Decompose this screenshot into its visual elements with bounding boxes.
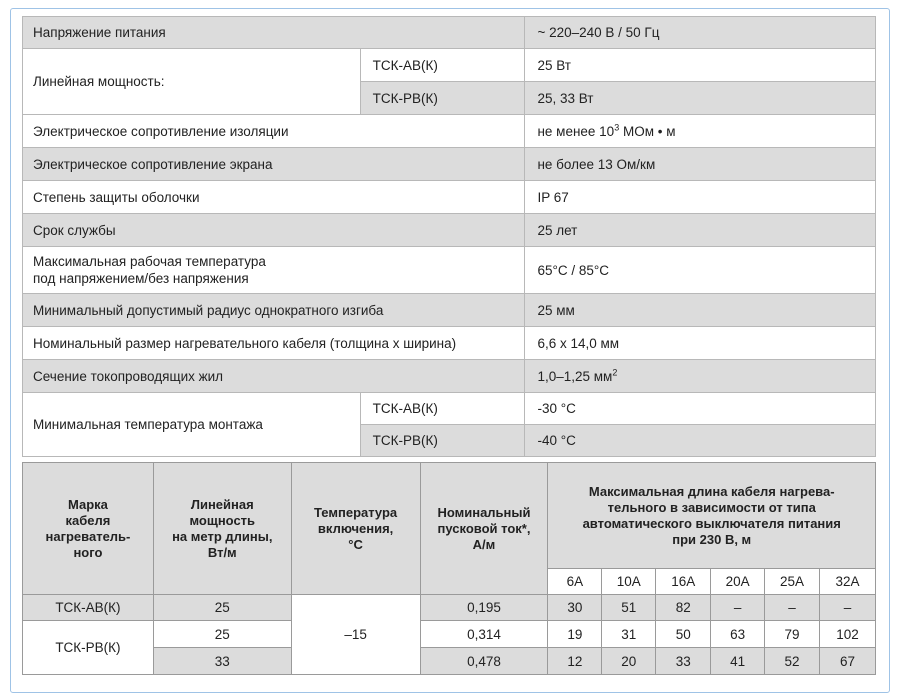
- spec-row-bend-radius: [23, 294, 876, 327]
- spec-value: IP 67: [525, 181, 876, 214]
- table-row: [23, 621, 876, 648]
- spec-row-conductor: [23, 360, 876, 393]
- cell-power: 33: [153, 648, 291, 675]
- cell-length: 30: [548, 595, 602, 621]
- cell-length: 41: [711, 648, 765, 675]
- spec-model: ТСК-АВ(К): [360, 393, 525, 425]
- breaker-32a: 32А: [820, 569, 876, 595]
- spec-label: Линейная мощность:: [23, 49, 361, 115]
- spec-value: не менее $10^3$ МОм • м: [525, 115, 876, 148]
- cell-length: 33: [656, 648, 711, 675]
- cell-length: 67: [820, 648, 876, 675]
- spec-model: ТСК-РВ(К): [360, 425, 525, 457]
- spec-row-insulation: [23, 115, 876, 148]
- cell-brand: ТСК-РВ(К): [23, 621, 154, 675]
- spec-row-cable-size: [23, 327, 876, 360]
- cell-current: 0,314: [420, 621, 548, 648]
- spec-row-service-life: [23, 214, 876, 247]
- breaker-16a: 16А: [656, 569, 711, 595]
- spec-label: Сечение токопроводящих жил: [23, 360, 525, 393]
- cell-length: 52: [765, 648, 820, 675]
- spec-model: ТСК-АВ(К): [360, 49, 525, 82]
- breaker-25a: 25А: [765, 569, 820, 595]
- spec-row-shield: [23, 148, 876, 181]
- spec-value: 25 мм: [525, 294, 876, 327]
- spec-label: Напряжение питания: [23, 17, 525, 49]
- cell-length: –: [765, 595, 820, 621]
- cell-length: 31: [602, 621, 656, 648]
- header-current: Номинальный пусковой ток*, А/м: [420, 463, 548, 595]
- table-row: [23, 595, 876, 621]
- spec-label: Срок службы: [23, 214, 525, 247]
- spec-label: Электрическое сопротивление экрана: [23, 148, 525, 181]
- header-brand: Марка кабеля нагреватель- ного: [23, 463, 154, 595]
- spec-label: Минимальный допустимый радиус однократного изгиба: [23, 294, 525, 327]
- cell-brand: ТСК-АВ(К): [23, 595, 154, 621]
- cell-current: 0,478: [420, 648, 548, 675]
- spec-value: -30 °С: [525, 393, 876, 425]
- spec-value: 65°С / 85°С: [525, 247, 876, 294]
- cell-length: –: [711, 595, 765, 621]
- breaker-6a: 6А: [548, 569, 602, 595]
- cell-length: 79: [765, 621, 820, 648]
- spec-value: 6,6 х 14,0 мм: [525, 327, 876, 360]
- cell-length: 12: [548, 648, 602, 675]
- spec-value: 25 лет: [525, 214, 876, 247]
- spec-row-install-temp: [23, 393, 876, 425]
- cell-length: 82: [656, 595, 711, 621]
- spec-value: 25, 33 Вт: [525, 82, 876, 115]
- spec-row-linear-power: [23, 49, 876, 82]
- cell-length: 51: [602, 595, 656, 621]
- header-power: Линейная мощность на метр длины, Вт/м: [153, 463, 291, 595]
- breaker-20a: 20А: [711, 569, 765, 595]
- spec-label: Степень защиты оболочки: [23, 181, 525, 214]
- spec-label: Минимальная температура монтажа: [23, 393, 361, 457]
- header-temp: Температура включения, °С: [291, 463, 420, 595]
- cell-current: 0,195: [420, 595, 548, 621]
- breaker-10a: 10А: [602, 569, 656, 595]
- spec-row-power-supply: [23, 17, 876, 49]
- spec-value: 25 Вт: [525, 49, 876, 82]
- specs-table: [22, 16, 876, 457]
- spec-model: ТСК-РВ(К): [360, 82, 525, 115]
- spec-label: Электрическое сопротивление изоляции: [23, 115, 525, 148]
- cable-length-table: [22, 462, 876, 675]
- spec-label: Номинальный размер нагревательного кабеля (толщина х ширина): [23, 327, 525, 360]
- cell-power: 25: [153, 621, 291, 648]
- cell-length: 102: [820, 621, 876, 648]
- spec-value: 1,0–1,25 $мм^2$: [525, 360, 876, 393]
- spec-value: -40 °С: [525, 425, 876, 457]
- cell-length: 19: [548, 621, 602, 648]
- header-row: [23, 463, 876, 569]
- cell-length: 20: [602, 648, 656, 675]
- spec-row-protection: [23, 181, 876, 214]
- cell-power: 25: [153, 595, 291, 621]
- spec-value: не более 13 Ом/км: [525, 148, 876, 181]
- cell-temp-on: –15: [291, 595, 420, 675]
- spec-label: Максимальная рабочая температура под напряжением/без напряжения: [23, 247, 525, 294]
- header-max-length: Максимальная длина кабеля нагрева- тельного в зависимости от типа автоматического выключателя питания при 230 В, м: [548, 463, 876, 569]
- cell-length: 50: [656, 621, 711, 648]
- spec-row-max-temp: [23, 247, 876, 294]
- cell-length: –: [820, 595, 876, 621]
- cell-length: 63: [711, 621, 765, 648]
- spec-value: ~ 220–240 В / 50 Гц: [525, 17, 876, 49]
